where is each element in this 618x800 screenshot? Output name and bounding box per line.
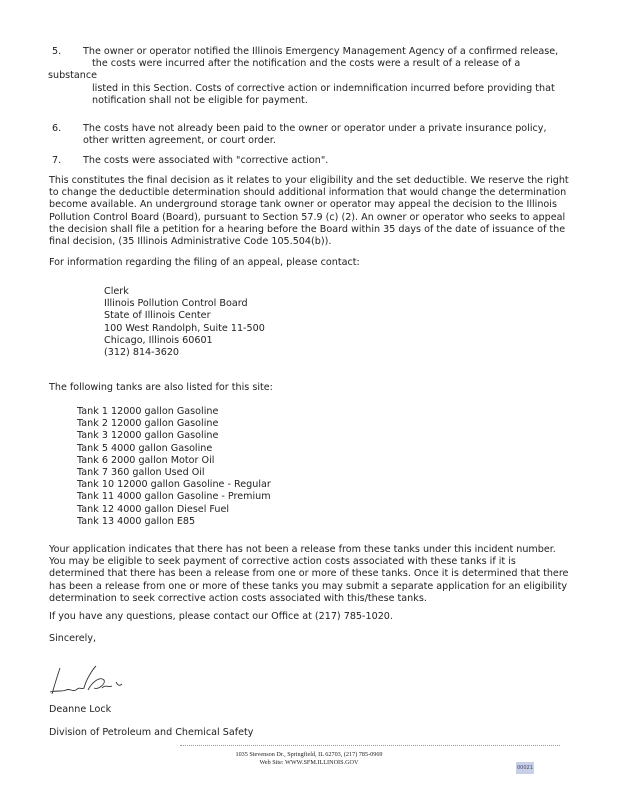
contact-line: 100 West Randolph, Suite 11-500 [104,322,265,334]
tanks-intro: The following tanks are also listed for this site: [49,382,273,393]
item-text: notification shall not be eligible for payment. [92,94,308,106]
tank-list-item: Tank 10 12000 gallon Gasoline - Regular [77,479,271,491]
tank-list-item: Tank 7 360 gallon Used Oil [77,467,205,479]
item-text: listed in this Section. Costs of corrective action or indemnification incurred before providing that [92,82,555,94]
footer-address: 1035 Stevenson Dr., Springfield, IL 62703, (217) 785-0969 [235,751,383,758]
condition-item-5 [48,46,592,107]
condition-item-7 [52,155,592,167]
footer-divider [180,745,560,746]
contact-line: Clerk [104,286,129,297]
tank-list-item: Tank 1 12000 gallon Gasoline [77,406,219,417]
condition-item-6 [52,123,592,147]
signer-name: Deanne Lock [49,704,112,715]
footer-website: Web Site: WWW.SFM.ILLINOIS.GOV [259,759,359,766]
division-name: Division of Petroleum and Chemical Safety [49,727,254,738]
contact-line: Illinois Pollution Control Board [104,298,248,310]
tank-list-item: Tank 6 2000 gallon Motor Oil [77,454,215,466]
item-number: 5. [52,46,62,57]
closing: Sincerely, [49,633,97,644]
item-text: The costs have not already been paid to the owner or operator under a private insurance policy, [83,123,547,134]
item-text: The costs were associated with "corrective action". [83,155,329,166]
page-stamp: 00021 [516,762,534,774]
contact-line: Chicago, Illinois 60601 [104,334,213,346]
contact-line: (312) 814-3620 [104,347,180,359]
item-text: The owner or operator notified the Illinois Emergency Management Agency of a confirmed release, [83,46,559,57]
decision-paragraph: This constitutes the final decision as it relates to your eligibility and the set deductible. We reserve the right to change the deductible determination should additional information that would change the determination become available. An underground storage tank owner or operator may appeal the decision to the Illinois Pollution Control Board (Board), pursuant to Section 57.9 (c) (2). An owner or operator who seeks to appeal the decision shall file a petition for a hearing before the Board within 35 days of the date of issuance of the final decision, (35 Illinois Administrative Code 105.504(b)). [49,175,569,248]
appeal-intro: For information regarding the filing of an appeal, please contact: [49,257,360,268]
item-text: substance [48,70,98,82]
signature-image [48,660,128,700]
item-number: 7. [52,155,62,166]
item-number: 6. [52,123,62,134]
tank-list-item: Tank 5 4000 gallon Gasoline [77,442,213,454]
tank-list-item: Tank 3 12000 gallon Gasoline [77,430,219,442]
tank-list-item: Tank 11 4000 gallon Gasoline - Premium [77,491,271,503]
tank-list-item: Tank 13 4000 gallon E85 [77,515,196,527]
item-text: the costs were incurred after the notification and the costs were a result of a release of a [92,58,521,70]
tank-list [77,406,271,528]
application-paragraph: Your application indicates that there has not been a release from these tanks under this incident number. You may be eligible to seek payment of corrective action costs associated with these tanks if it is determined that there has been a release from one or more of these tanks. Once it is determined that there has been a release from one or more of these tanks you may submit a separate application for an eligibility determination to seek corrective action costs associated with this/these tanks. [49,544,569,604]
tank-list-item: Tank 2 12000 gallon Gasoline [77,418,219,430]
tank-list-item: Tank 12 4000 gallon Diesel Fuel [77,503,230,515]
questions-line: If you have any questions, please contact our Office at (217) 785-1020. [49,611,393,622]
item-text: other written agreement, or court order. [83,135,276,147]
contact-line: State of Illinois Center [104,310,211,322]
appeal-contact-address [104,286,265,359]
